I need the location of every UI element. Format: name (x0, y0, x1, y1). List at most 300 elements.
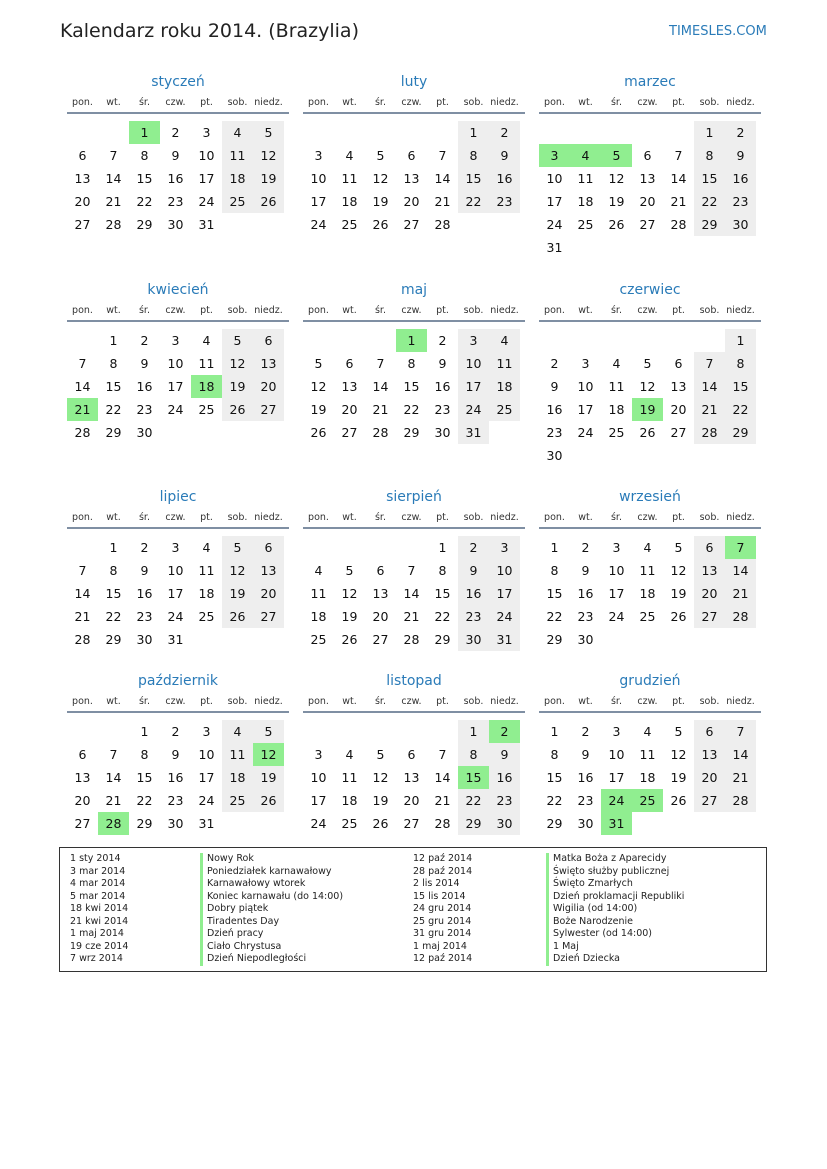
weekday-label: pon. (308, 696, 329, 707)
day-cell: 26 (670, 793, 687, 808)
day-cell: 17 (310, 793, 327, 808)
legend-holiday-name: Dzień Dziecka (546, 953, 620, 966)
weekday-label: pon. (72, 512, 93, 523)
day-cell: 14 (725, 559, 756, 582)
day-cell: 24 (577, 425, 594, 440)
weekday-label: pt. (672, 305, 685, 316)
day-cell: 19 (222, 375, 253, 398)
day-cell: 22 (694, 190, 725, 213)
legend-holiday-name: Poniedziałek karnawałowy (200, 866, 331, 879)
day-cell: 27 (253, 605, 284, 628)
day-cell: 10 (546, 171, 563, 186)
day-cell: 18 (639, 770, 656, 785)
day-cell: 16 (136, 586, 153, 601)
day-cell: 5 (643, 356, 652, 371)
day-cell: 26 (639, 425, 656, 440)
day-cell: 12 (372, 770, 389, 785)
header-rule (303, 320, 525, 322)
day-cell: 3 (314, 148, 323, 163)
day-cell: 22 (458, 190, 489, 213)
day-cell: 24 (167, 402, 184, 417)
day-cell: 29 (694, 213, 725, 236)
weekday-label: śr. (138, 97, 150, 108)
day-cell: 16 (546, 402, 563, 417)
day-cell: 14 (725, 743, 756, 766)
day-cell: 22 (403, 402, 420, 417)
day-cell: 6 (78, 148, 87, 163)
legend-holiday-name: Ciało Chrystusa (200, 941, 281, 954)
day-cell: 13 (670, 379, 687, 394)
day-cell: 7 (78, 356, 87, 371)
month-name: maj (400, 282, 428, 298)
day-cell: 31 (489, 628, 520, 651)
day-cell: 11 (222, 144, 253, 167)
day-cell: 10 (310, 770, 327, 785)
month-name: lipiec (159, 489, 197, 505)
weekday-label: pt. (200, 97, 213, 108)
legend-date: 5 mar 2014 (70, 890, 126, 902)
day-cell: 6 (253, 536, 284, 559)
day-cell: 24 (167, 609, 184, 624)
weekday-label: śr. (610, 512, 622, 523)
weekday-label: niedz. (490, 305, 519, 316)
day-cell: 21 (434, 194, 451, 209)
day-cell: 28 (403, 632, 420, 647)
weekday-label: niedz. (726, 97, 755, 108)
day-cell: 5 (253, 121, 284, 144)
day-cell: 13 (253, 352, 284, 375)
weekday-label: niedz. (254, 305, 283, 316)
month-name: styczeń (151, 74, 205, 90)
day-cell: 26 (253, 789, 284, 812)
weekday-label: pt. (436, 696, 449, 707)
legend-holiday-name: Tiradentes Day (200, 916, 279, 929)
holiday-day-cell: 15 (458, 766, 489, 789)
weekday-label: sob. (463, 512, 484, 523)
legend-date: 7 wrz 2014 (70, 953, 123, 964)
day-cell: 21 (670, 194, 687, 209)
day-cell: 22 (725, 398, 756, 421)
legend-date: 12 paź 2014 (413, 953, 473, 964)
day-cell: 29 (136, 217, 153, 232)
holiday-day-cell: 12 (253, 743, 284, 766)
day-cell: 4 (643, 540, 652, 555)
day-cell: 16 (577, 586, 594, 601)
day-cell: 19 (253, 167, 284, 190)
day-cell: 27 (694, 605, 725, 628)
holiday-legend (59, 847, 767, 972)
day-cell: 6 (643, 148, 652, 163)
day-cell: 1 (109, 333, 118, 348)
day-cell: 25 (639, 609, 656, 624)
day-cell: 29 (403, 425, 420, 440)
day-cell: 4 (222, 121, 253, 144)
day-cell: 21 (725, 582, 756, 605)
day-cell: 4 (489, 329, 520, 352)
day-cell: 26 (372, 217, 389, 232)
day-cell: 9 (171, 747, 180, 762)
legend-date: 25 gru 2014 (413, 915, 472, 927)
day-cell: 18 (310, 609, 327, 624)
day-cell: 22 (105, 609, 122, 624)
day-cell: 4 (202, 333, 211, 348)
day-cell: 14 (74, 586, 91, 601)
day-cell: 26 (341, 632, 358, 647)
day-cell: 10 (198, 747, 215, 762)
day-cell: 26 (670, 609, 687, 624)
day-cell: 12 (341, 586, 358, 601)
weekday-label: wt. (106, 696, 121, 707)
day-cell: 31 (458, 421, 489, 444)
day-cell: 21 (403, 609, 420, 624)
weekday-label: pon. (544, 512, 565, 523)
day-cell: 16 (489, 766, 520, 789)
weekday-label: sob. (227, 696, 248, 707)
day-cell: 19 (222, 582, 253, 605)
day-cell: 8 (550, 747, 559, 762)
day-cell: 15 (434, 586, 451, 601)
day-cell: 29 (546, 816, 563, 831)
day-cell: 3 (489, 536, 520, 559)
day-cell: 8 (109, 563, 118, 578)
day-cell: 6 (407, 747, 416, 762)
day-cell: 9 (171, 148, 180, 163)
legend-holiday-name: Dzień proklamacji Republiki (546, 891, 684, 904)
day-cell: 31 (198, 816, 215, 831)
day-cell: 3 (202, 125, 211, 140)
legend-holiday-name: Dzień Niepodległości (200, 953, 306, 966)
day-cell: 18 (489, 375, 520, 398)
day-cell: 22 (105, 402, 122, 417)
day-cell: 30 (546, 448, 563, 463)
day-cell: 23 (489, 190, 520, 213)
day-cell: 18 (198, 586, 215, 601)
day-cell: 24 (310, 217, 327, 232)
day-cell: 12 (639, 379, 656, 394)
day-cell: 15 (725, 375, 756, 398)
weekday-label: pon. (72, 305, 93, 316)
day-cell: 5 (253, 720, 284, 743)
day-cell: 29 (546, 632, 563, 647)
day-cell: 31 (198, 217, 215, 232)
day-cell: 20 (670, 402, 687, 417)
day-cell: 24 (608, 609, 625, 624)
day-cell: 9 (140, 563, 149, 578)
day-cell: 14 (74, 379, 91, 394)
legend-date: 21 kwi 2014 (70, 915, 129, 927)
day-cell: 11 (310, 586, 327, 601)
weekday-label: śr. (374, 512, 386, 523)
weekday-label: śr. (138, 512, 150, 523)
day-cell: 29 (458, 812, 489, 835)
weekday-label: śr. (138, 696, 150, 707)
day-cell: 14 (670, 171, 687, 186)
day-cell: 27 (74, 217, 91, 232)
day-cell: 17 (167, 586, 184, 601)
day-cell: 22 (136, 194, 153, 209)
weekday-label: wt. (342, 305, 357, 316)
month-name: grudzień (619, 673, 681, 689)
day-cell: 2 (581, 540, 590, 555)
day-cell: 3 (458, 329, 489, 352)
day-cell: 4 (345, 148, 354, 163)
day-cell: 25 (198, 402, 215, 417)
day-cell: 11 (639, 563, 656, 578)
weekday-label: śr. (374, 305, 386, 316)
day-cell: 5 (674, 724, 683, 739)
day-cell: 11 (639, 747, 656, 762)
day-cell: 20 (694, 582, 725, 605)
day-cell: 7 (376, 356, 385, 371)
day-cell: 25 (222, 190, 253, 213)
day-cell: 23 (725, 190, 756, 213)
holiday-day-cell: 25 (632, 789, 663, 812)
header-rule (67, 112, 289, 114)
day-cell: 16 (577, 770, 594, 785)
month-name: marzec (624, 74, 676, 90)
day-cell: 26 (310, 425, 327, 440)
day-cell: 4 (314, 563, 323, 578)
weekday-label: niedz. (726, 305, 755, 316)
weekday-label: sob. (463, 97, 484, 108)
day-cell: 8 (458, 743, 489, 766)
legend-date: 2 lis 2014 (413, 878, 460, 889)
day-cell: 7 (674, 148, 683, 163)
day-cell: 5 (222, 536, 253, 559)
weekday-label: niedz. (726, 512, 755, 523)
day-cell: 20 (341, 402, 358, 417)
header-rule (539, 527, 761, 529)
day-cell: 5 (376, 747, 385, 762)
day-cell: 1 (109, 540, 118, 555)
day-cell: 23 (577, 793, 594, 808)
day-cell: 3 (581, 356, 590, 371)
day-cell: 9 (489, 743, 520, 766)
weekday-label: pon. (72, 97, 93, 108)
day-cell: 20 (694, 766, 725, 789)
weekday-label: niedz. (726, 696, 755, 707)
weekday-label: pon. (544, 696, 565, 707)
day-cell: 4 (612, 356, 621, 371)
day-cell: 14 (105, 171, 122, 186)
day-cell: 9 (458, 559, 489, 582)
weekday-label: sob. (227, 305, 248, 316)
weekday-label: czw. (401, 97, 422, 108)
day-cell: 15 (403, 379, 420, 394)
day-cell: 2 (171, 724, 180, 739)
day-cell: 2 (725, 121, 756, 144)
day-cell: 1 (550, 724, 559, 739)
day-cell: 6 (376, 563, 385, 578)
day-cell: 16 (489, 167, 520, 190)
day-cell: 21 (372, 402, 389, 417)
day-cell: 14 (105, 770, 122, 785)
day-cell: 20 (74, 793, 91, 808)
holiday-day-cell: 24 (601, 789, 632, 812)
day-cell: 3 (612, 540, 621, 555)
weekday-label: sob. (699, 696, 720, 707)
legend-holiday-name: Wigilia (od 14:00) (546, 903, 637, 916)
legend-date: 1 maj 2014 (413, 940, 467, 952)
day-cell: 17 (608, 586, 625, 601)
weekday-label: pon. (544, 97, 565, 108)
weekday-label: pt. (200, 696, 213, 707)
month-name: wrzesień (619, 489, 681, 505)
day-cell: 2 (581, 724, 590, 739)
legend-holiday-name: Święto Zmarłych (546, 878, 633, 891)
legend-date: 1 maj 2014 (70, 928, 124, 939)
day-cell: 23 (577, 609, 594, 624)
day-cell: 10 (608, 563, 625, 578)
legend-holiday-name: Koniec karnawału (do 14:00) (200, 891, 343, 904)
day-cell: 20 (253, 582, 284, 605)
legend-holiday-name: Święto służby publicznej (546, 866, 669, 879)
header-rule (67, 711, 289, 713)
day-cell: 27 (372, 632, 389, 647)
day-cell: 23 (546, 425, 563, 440)
day-cell: 11 (222, 743, 253, 766)
day-cell: 9 (550, 379, 559, 394)
day-cell: 17 (310, 194, 327, 209)
weekday-label: śr. (610, 305, 622, 316)
day-cell: 11 (608, 379, 625, 394)
legend-holiday-name: Nowy Rok (200, 853, 254, 866)
day-cell: 25 (489, 398, 520, 421)
month-name: sierpień (386, 489, 442, 505)
weekday-label: wt. (342, 97, 357, 108)
day-cell: 30 (136, 425, 153, 440)
day-cell: 9 (489, 144, 520, 167)
day-cell: 20 (403, 793, 420, 808)
weekday-label: sob. (463, 696, 484, 707)
weekday-label: wt. (578, 97, 593, 108)
day-cell: 17 (198, 770, 215, 785)
day-cell: 16 (434, 379, 451, 394)
weekday-label: śr. (138, 305, 150, 316)
day-cell: 17 (489, 582, 520, 605)
legend-holiday-name: Sylwester (od 14:00) (546, 928, 652, 941)
header-rule (303, 527, 525, 529)
day-cell: 28 (372, 425, 389, 440)
day-cell: 21 (434, 793, 451, 808)
day-cell: 28 (694, 421, 725, 444)
holiday-day-cell: 1 (396, 329, 427, 352)
weekday-label: pt. (436, 512, 449, 523)
day-cell: 15 (694, 167, 725, 190)
day-cell: 6 (253, 329, 284, 352)
day-cell: 21 (105, 793, 122, 808)
weekday-label: śr. (610, 696, 622, 707)
weekday-label: czw. (165, 512, 186, 523)
legend-date: 19 cze 2014 (70, 940, 129, 952)
day-cell: 23 (136, 402, 153, 417)
day-cell: 30 (725, 213, 756, 236)
weekday-label: czw. (165, 97, 186, 108)
day-cell: 26 (222, 605, 253, 628)
day-cell: 27 (694, 789, 725, 812)
day-cell: 30 (434, 425, 451, 440)
day-cell: 15 (546, 586, 563, 601)
weekday-label: wt. (578, 512, 593, 523)
day-cell: 17 (198, 171, 215, 186)
month-name: październik (138, 673, 218, 689)
day-cell: 3 (171, 540, 180, 555)
legend-holiday-name: Boże Narodzenie (546, 916, 633, 929)
day-cell: 24 (458, 398, 489, 421)
weekday-label: czw. (637, 512, 658, 523)
day-cell: 4 (345, 747, 354, 762)
day-cell: 15 (136, 770, 153, 785)
day-cell: 19 (372, 793, 389, 808)
header-rule (539, 711, 761, 713)
weekday-label: wt. (578, 696, 593, 707)
day-cell: 16 (167, 770, 184, 785)
day-cell: 1 (458, 720, 489, 743)
day-cell: 29 (434, 632, 451, 647)
day-cell: 6 (694, 536, 725, 559)
day-cell: 19 (608, 194, 625, 209)
day-cell: 4 (643, 724, 652, 739)
day-cell: 3 (202, 724, 211, 739)
legend-date: 3 mar 2014 (70, 865, 126, 877)
weekday-label: wt. (342, 512, 357, 523)
day-cell: 29 (105, 425, 122, 440)
day-cell: 13 (372, 586, 389, 601)
holiday-day-cell: 7 (725, 536, 756, 559)
weekday-label: pt. (200, 512, 213, 523)
day-cell: 14 (694, 375, 725, 398)
day-cell: 8 (109, 356, 118, 371)
day-cell: 9 (581, 747, 590, 762)
day-cell: 22 (136, 793, 153, 808)
day-cell: 8 (438, 563, 447, 578)
weekday-label: pt. (672, 97, 685, 108)
day-cell: 2 (140, 333, 149, 348)
day-cell: 10 (577, 379, 594, 394)
day-cell: 28 (670, 217, 687, 232)
day-cell: 24 (198, 194, 215, 209)
day-cell: 7 (438, 148, 447, 163)
day-cell: 6 (694, 720, 725, 743)
weekday-label: sob. (227, 97, 248, 108)
day-cell: 15 (105, 379, 122, 394)
day-cell: 25 (608, 425, 625, 440)
day-cell: 10 (167, 356, 184, 371)
day-cell: 13 (74, 770, 91, 785)
site-link[interactable]: TIMESLES.COM (669, 24, 767, 39)
weekday-label: sob. (463, 305, 484, 316)
weekday-label: pon. (544, 305, 565, 316)
day-cell: 11 (341, 770, 358, 785)
weekday-label: niedz. (254, 97, 283, 108)
day-cell: 18 (608, 402, 625, 417)
day-cell: 19 (372, 194, 389, 209)
day-cell: 12 (310, 379, 327, 394)
day-cell: 27 (403, 816, 420, 831)
day-cell: 12 (608, 171, 625, 186)
legend-holiday-name: Dzień pracy (200, 928, 263, 941)
day-cell: 10 (167, 563, 184, 578)
weekday-label: czw. (401, 696, 422, 707)
holiday-day-cell: 19 (632, 398, 663, 421)
day-cell: 8 (550, 563, 559, 578)
day-cell: 20 (639, 194, 656, 209)
day-cell: 30 (167, 217, 184, 232)
day-cell: 7 (109, 148, 118, 163)
weekday-label: pt. (436, 305, 449, 316)
day-cell: 15 (136, 171, 153, 186)
day-cell: 27 (74, 816, 91, 831)
